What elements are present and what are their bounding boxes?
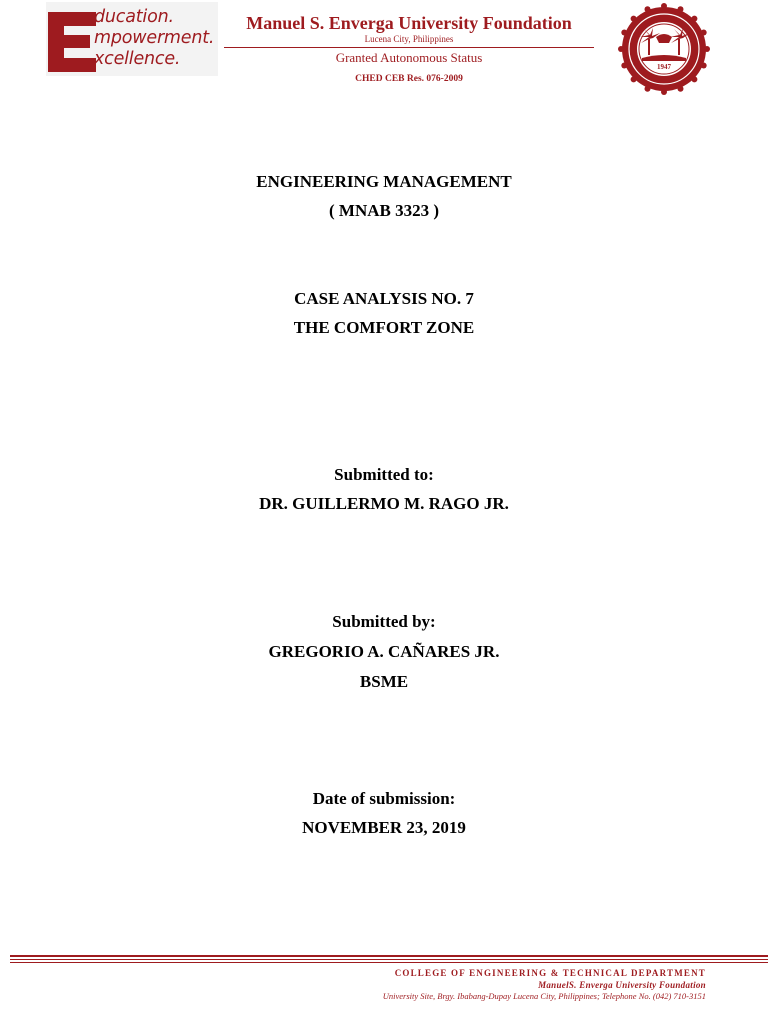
submitted-by-label: Submitted by: xyxy=(332,612,436,631)
ched-resolution: CHED CEB Res. 076-2009 xyxy=(355,74,463,84)
seal-year: 1947 xyxy=(657,63,671,71)
logo-line-empowerment: mpowerment. xyxy=(94,28,215,48)
submitted-to-name: DR. GUILLERMO M. RAGO JR. xyxy=(259,494,509,513)
autonomous-status: Granted Autonomous Status xyxy=(335,50,483,65)
logo-line-education: ducation. xyxy=(94,7,174,27)
submitted-by-name: GREGORIO A. CAÑARES JR. xyxy=(268,642,500,661)
program: BSME xyxy=(359,672,409,691)
footer-address: University Site, Brgy. Ibabang-Dupay Lucena City, Philippines; Telephone No. (042) 710-3151 xyxy=(382,991,706,1001)
date-value: NOVEMBER 23, 2019 xyxy=(302,818,466,837)
footer-rule-middle xyxy=(10,959,768,960)
logo-tagline xyxy=(94,7,214,70)
university-seal-icon xyxy=(618,3,710,95)
header-divider xyxy=(224,47,594,48)
date-label: Date of submission: xyxy=(312,789,456,808)
logo-line-excellence: xcellence. xyxy=(94,49,181,69)
course-code: ( MNAB 3323 ) xyxy=(328,201,439,220)
university-logo xyxy=(46,2,218,76)
footer-department: COLLEGE OF ENGINEERING & TECHNICAL DEPARTMENT xyxy=(394,968,706,978)
footer-rule-bottom xyxy=(10,962,768,963)
case-title: THE COMFORT ZONE xyxy=(293,318,475,337)
submitted-to-label: Submitted to: xyxy=(334,465,434,484)
case-analysis-number: CASE ANALYSIS NO. 7 xyxy=(294,289,474,308)
footer-university: ManuelS. Enverga University Foundation xyxy=(538,980,706,990)
university-name: Manuel S. Enverga University Foundation xyxy=(246,13,572,33)
course-title: ENGINEERING MANAGEMENT xyxy=(256,172,512,191)
university-location: Lucena City, Philippines xyxy=(364,34,454,44)
university-header xyxy=(224,12,594,85)
footer-rule-top xyxy=(10,955,768,957)
